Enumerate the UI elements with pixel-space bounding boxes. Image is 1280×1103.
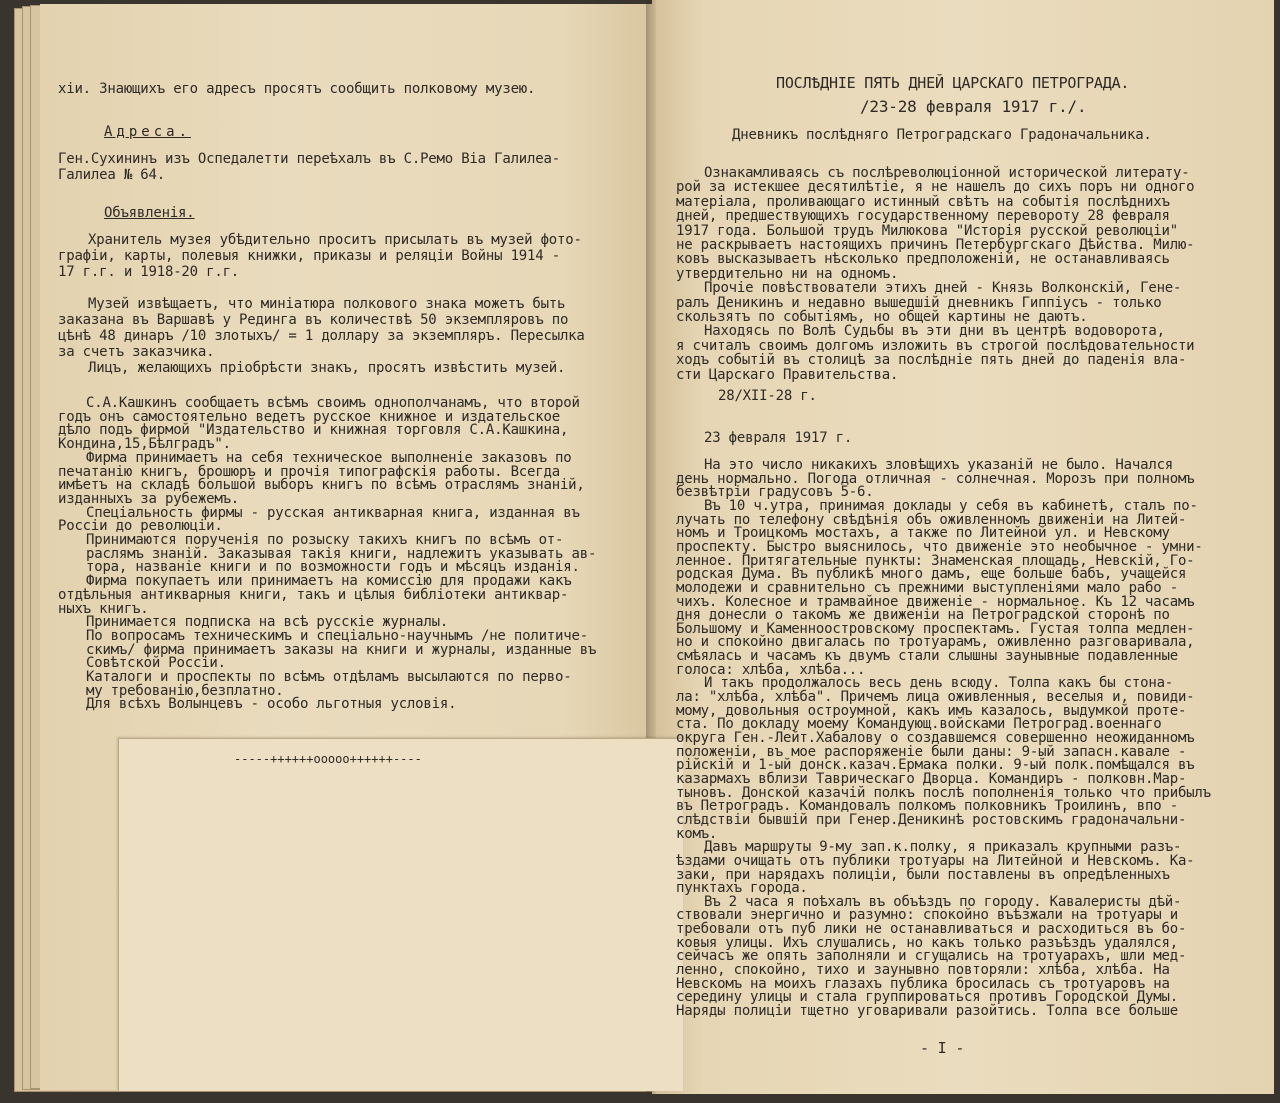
- text-line: требовали отъ пуб лики не останавливаться и расходиться въ бо-: [676, 921, 1187, 938]
- text-line: Хранитель музея убѣдительно проситъ присылать въ музей фото-: [88, 232, 582, 248]
- page-number: - I -: [920, 1039, 965, 1057]
- text-line: чихъ. Колесное и трамвайное движеніе - нормальное. Къ 12 часамъ: [676, 593, 1195, 610]
- text-line: мому, довольныя остроумной, какъ имъ казалось, выдумкой проте-: [676, 702, 1187, 719]
- text-line: утвердительно ни на одномъ.: [676, 265, 899, 282]
- text-line: Галилеа № 64.: [58, 167, 165, 183]
- text-line: номъ и Троицкомъ мостахъ, а также по Литейной ул. и Невскому: [676, 525, 1170, 542]
- text-line: день нормально. Погода отличная - солнечная. Морозъ при полномъ: [676, 470, 1195, 487]
- text-line: Принимается подписка на всѣ русскіе журналы.: [86, 614, 449, 631]
- text-line: ленное. Притягательные пункты: Знаменская площадь, Невскій, Го-: [676, 552, 1195, 569]
- text-line: Давъ маршруты 9-му зап.к.полку, я приказалъ крупными разъ-: [704, 839, 1182, 856]
- text-line: Музей извѣщаетъ, что миніатюра полкового знака можетъ быть: [88, 296, 566, 312]
- text-line: дѣло подъ фирмой "Издательство и книжная торговля С.А.Кашкина,: [58, 422, 569, 439]
- text-line: Невскомъ на моихъ глазахъ публика бросилась съ тротуаровъ на: [676, 975, 1170, 992]
- text-line: 17 г.г. и 1918-20 г.г.: [58, 264, 240, 280]
- text-line: Прочіе повѣствователи этихъ дней - Князь Волконскій, Гене-: [704, 280, 1182, 297]
- text-line: имѣетъ на складѣ большой выборъ книгъ по всѣмъ отраслямъ знаній,: [58, 477, 585, 494]
- text-line: рой за истекшее десятилѣтіе, я не нашелъ до сихъ поръ ни одного: [676, 179, 1195, 196]
- text-line: рійскій и 1-ый донск.казач.Ермака полки. 9-ый полк.помѣщался въ: [676, 757, 1195, 774]
- text-line: ѣздами очищать отъ публики тротуары на Литейной и Невскомъ. Ка-: [676, 852, 1195, 869]
- text-line: Въ 2 часа я поѣхалъ въ объѣздъ по городу. Кавалеристы дѣй-: [704, 893, 1182, 910]
- text-line: Совѣтской Россіи.: [86, 655, 226, 672]
- left-top-line: хіи. Знающихъ его адресъ просятъ сообщить полковому музею.: [58, 81, 536, 97]
- article-dates: /23-28 февраля 1917 г./.: [860, 97, 1087, 116]
- text-line: ленно, спокойно, тихо и заунывно повторяли: хлѣба, хлѣба. На: [676, 962, 1170, 979]
- addresses-heading: Адреса.: [104, 124, 192, 140]
- text-line: ныхъ книгъ.: [58, 600, 149, 617]
- pasted-paper-slip: [118, 738, 683, 1091]
- text-line: годъ онъ самостоятельно ведетъ русское книжное и издательское: [58, 408, 560, 425]
- text-line: раслямъ знаній. Заказывая такія книги, надлежитъ указывать ав-: [86, 545, 597, 562]
- section-separator: -----++++++ооооо++++++----: [234, 752, 422, 766]
- text-line: сти Царскаго Правительства.: [676, 366, 899, 383]
- day-heading: 23 февраля 1917 г.: [704, 430, 853, 446]
- text-line: С.А.Кашкинъ сообщаетъ всѣмъ своимъ однополчанамъ, что второй: [86, 395, 580, 411]
- text-line: матеріала, проливающаго истинный свѣтъ на событія послѣднихъ: [676, 193, 1170, 210]
- text-line: ходъ событій въ столицѣ за послѣдніе пять дней до паденія вла-: [676, 352, 1187, 369]
- text-line: лучать по телефону свѣдѣнія объ оживленномъ движеніи на Литей-: [676, 511, 1187, 528]
- text-line: Для всѣхъ Волынцевъ - особо льготныя условія.: [86, 696, 457, 713]
- text-line: Въ 10 ч.утра, принимая доклады у себя въ кабинетѣ, сталъ по-: [704, 497, 1198, 514]
- text-line: На это число никакихъ зловѣщихъ указаній не было. Начался: [704, 457, 1174, 473]
- text-line: тора, названіе книги и по возможности годъ и мѣсяцъ изданія.: [86, 559, 580, 576]
- text-line: заки, при нарядахъ полиціи, были поставлены въ опредѣленныхъ: [676, 866, 1170, 883]
- text-line: графіи, карты, полевыя книжки, приказы и реляціи Войны 1914 -: [58, 248, 560, 264]
- text-line: но и спокойно двигалась по тротуарамъ, оживленно разговаривала,: [676, 634, 1195, 651]
- text-line: Фирма покупаетъ или принимаетъ на комиссію для продажи какъ: [86, 573, 572, 590]
- text-line: я считалъ своимъ долгомъ изложить въ строгой послѣдовательности: [676, 337, 1195, 354]
- text-line: ста. По докладу моему Командующ.войсками Петроград.военнаго: [676, 716, 1162, 733]
- text-line: комъ.: [676, 825, 718, 842]
- text-line: Кондина,15,Бѣлградъ".: [58, 436, 231, 453]
- text-line: И такъ продолжалось весь день всюду. Толпа какъ бы стона-: [704, 675, 1174, 692]
- text-line: Большому и Каменноостровскому проспектамъ. Густая толпа медлен-: [676, 620, 1195, 637]
- text-line: заказана въ Варшавѣ у Рединга въ количествѣ 50 экземпляровъ по: [58, 312, 569, 328]
- text-line: Находясь по Волѣ Судьбы въ эти дни въ центрѣ водоворота,: [704, 323, 1165, 340]
- text-line: за счетъ заказчика.: [58, 344, 215, 360]
- text-line: дня донесли о такомъ же движеніи на Петроградской сторонѣ по: [676, 607, 1170, 624]
- announcements-heading: Объявленія.: [104, 205, 195, 221]
- text-line: родская Дума. Въ публикѣ много дамъ, еще больше бабъ, учащейся: [676, 566, 1187, 583]
- text-line: Каталоги и проспекты по всѣмъ отдѣламъ высылаются по перво-: [86, 669, 572, 685]
- text-line: ла: "хлѣба, хлѣба". Причемъ лица оживленныя, веселыя и, повиди-: [676, 689, 1195, 706]
- text-line: Ознакамливаясь съ послѣреволюціонной исторической литерату-: [704, 165, 1190, 181]
- text-line: не раскрываетъ настоящихъ причинъ Петербургскаго Дѣйства. Милю-: [676, 237, 1195, 253]
- text-line: дней, предшествующихъ государственному перевороту 28 февраля: [676, 208, 1170, 225]
- text-line: изданныхъ за рубежемъ.: [58, 490, 240, 507]
- text-line: Фирма принимаетъ на себя техническое выполненіе заказовъ по: [86, 449, 572, 466]
- text-line: тыновъ. Донской казачій полкъ послѣ пополненія только что прибылъ: [676, 784, 1211, 801]
- text-line: округа Ген.-Лейт.Хабалову о создавшемся совершенно неожиданномъ: [676, 730, 1195, 746]
- text-line: Принимаются порученія по розыску такихъ книгъ по всѣмъ от-: [86, 532, 564, 548]
- text-line: ковъ высказываетъ нѣсколько предположеній, не останавливаясь: [676, 251, 1170, 268]
- text-line: положеніи, въ мое распоряженіе были даны: 9-ый запасн.кавале -: [676, 743, 1187, 760]
- text-line: середину улицы и стала группироваться противъ Городской Думы.: [676, 989, 1178, 1006]
- text-line: безвѣтріи градусовъ 5-6.: [676, 484, 874, 501]
- text-line: ствовали энергично и разумно: спокойно въѣзжали на тротуары и: [676, 907, 1178, 924]
- text-line: молодежи и сравнительно съ прежними выступленіями мало рабо -: [676, 579, 1178, 596]
- text-line: му требованію,безплатно.: [86, 682, 284, 699]
- text-line: пунктахъ города.: [676, 880, 808, 897]
- text-line: проспекту. Быстро выяснилось, что движеніе это необычное - умни-: [676, 538, 1203, 555]
- text-line: По вопросамъ техническимъ и спеціально-научнымъ /не политиче-: [86, 627, 588, 644]
- text-line: ковыя улицы. Ихъ слушались, но какъ только разъѣздъ удалялся,: [676, 934, 1178, 951]
- article-title: ПОСЛѢДНІЕ ПЯТЬ ДНЕЙ ЦАРСКАГО ПЕТРОГРАДА.: [776, 74, 1130, 92]
- text-line: Россіи до революціи.: [58, 518, 223, 535]
- text-line: Лицъ, желающихъ пріобрѣсти знакъ, просятъ извѣстить музей.: [88, 360, 566, 376]
- text-line: смѣялась и часамъ къ двумъ стали слышны заунывные подавленные: [676, 648, 1178, 665]
- text-line: 1917 года. Большой трудъ Милюкова "Исторія русской революціи": [676, 222, 1178, 239]
- text-line: Наряды полиціи тщетно уговаривали разойтись. Толпа все больше: [676, 1003, 1178, 1019]
- text-line: казармахъ вблизи Таврическаго Дворца. Командиръ - полковн.Мар-: [676, 770, 1187, 787]
- article-date-signed: 28/XII-28 г.: [718, 388, 817, 404]
- text-line: Спеціальность фирмы - русская антикварная книга, изданная въ: [86, 504, 580, 521]
- text-line: ралъ Деникинъ и недавно вышедшій дневникъ Гиппіусъ - только: [676, 294, 1162, 311]
- text-line: скользятъ по событіямъ, но общей картины не даютъ.: [676, 309, 1088, 325]
- text-line: сейчасъ же опять заполняли и сгущались на тротуарахъ, шли мед-: [676, 948, 1187, 965]
- text-line: печатанію книгъ, брошюръ и прочія типографскія работы. Всегда: [58, 463, 560, 480]
- text-line: цѣнѣ 48 динаръ /10 злотыхъ/ = 1 доллару за экземпляръ. Пересылка: [58, 328, 585, 344]
- text-line: Ген.Сухининъ изъ Оспедалетти переѣхалъ въ С.Ремо Віа Галилеа-: [58, 151, 560, 167]
- text-line: голоса: хлѣба, хлѣба...: [676, 661, 866, 678]
- text-line: скимъ/ фирма принимаетъ заказы на книги и журналы, изданные въ: [86, 641, 597, 658]
- text-line: въ Петроградъ. Командовалъ полкомъ полковникъ Троилинъ, впо -: [676, 798, 1178, 815]
- text-line: отдѣльныя антикварныя книги, такъ и цѣлыя библіотеки антиквар-: [58, 586, 569, 603]
- text-line: слѣдствіи бывшій при Генер.Деникинѣ ростовскимъ градоначальни-: [676, 811, 1187, 828]
- article-subtitle: Дневникъ послѣдняго Петроградскаго Градоначальника.: [732, 127, 1152, 143]
